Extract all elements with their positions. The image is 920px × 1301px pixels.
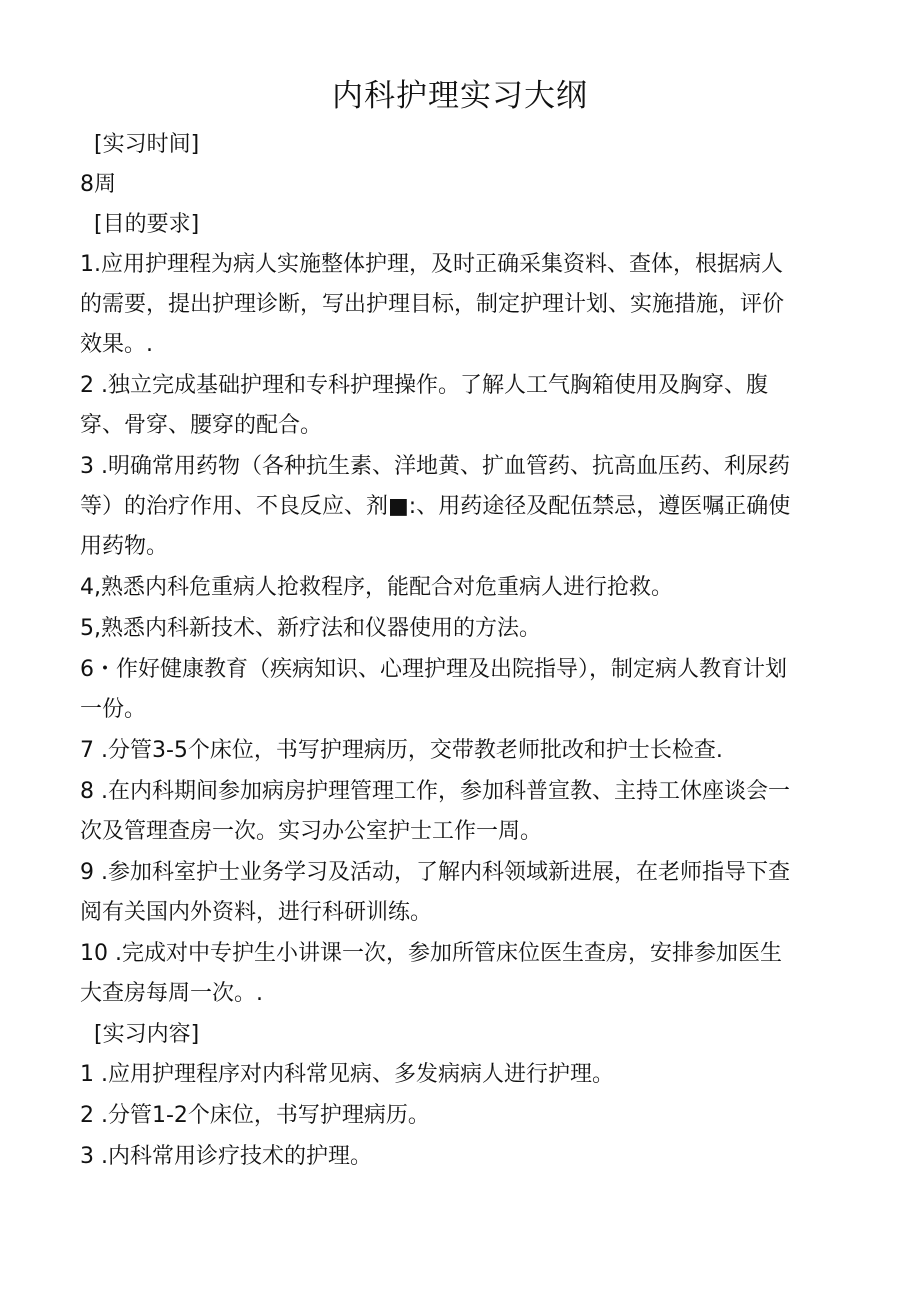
section-heading-time: [实习时间] (94, 132, 200, 157)
internship-duration: 8周 (80, 172, 116, 197)
requirement-item (80, 731, 850, 771)
requirement-line: 阅有关国内外资料，进行科研训练。 (80, 900, 433, 925)
requirement-line: 次及管理查房一次。实习办公室护士工作一周。 (80, 819, 543, 844)
requirement-item (80, 853, 850, 933)
document-body (80, 125, 850, 1178)
content-item (80, 1055, 850, 1095)
requirement-item (80, 934, 850, 1014)
requirement-line: 用药物。 (80, 534, 169, 559)
requirement-line: 效果。. (80, 332, 153, 357)
requirement-item (80, 447, 850, 567)
requirement-line: 8 .在内科期间参加病房护理管理工作，参加科普宣教、主持工休座谈会一 (80, 779, 790, 804)
content-item (80, 1137, 850, 1177)
content-line: 3 .内科常用诊疗技术的护理。 (80, 1144, 372, 1169)
requirement-line: 2 .独立完成基础护理和专科护理操作。了解人工气胸箱使用及胸穿、腹 (80, 373, 768, 398)
requirement-line: 等）的治疗作用、不良反应、剂■:、用药途径及配伍禁忌，遵医嘱正确使 (80, 494, 791, 519)
section-heading-requirements: [目的要求] (94, 212, 200, 237)
content-line: 1 .应用护理程序对内科常见病、多发病病人进行护理。 (80, 1062, 614, 1087)
section-heading-content: [实习内容] (94, 1022, 200, 1047)
requirement-item (80, 609, 850, 649)
content-line: 2 .分管1-2个床位，书写护理病历。 (80, 1103, 430, 1128)
requirement-line: 1.应用护理程为病人实施整体护理，及时正确采集资料、查体，根据病人 (80, 252, 783, 277)
requirement-item (80, 366, 850, 446)
requirement-line: 一份。 (80, 697, 147, 722)
requirement-line: 的需要，提出护理诊断，写出护理目标，制定护理计划、实施措施，评价 (80, 292, 785, 317)
requirement-line: 10 .完成对中专护生小讲课一次，参加所管床位医生查房，安排参加医生 (80, 941, 782, 966)
requirement-item (80, 650, 850, 730)
requirement-line: 4,熟悉内科危重病人抢救程序，能配合对危重病人进行抢救。 (80, 575, 673, 600)
requirement-line: 7 .分管3-5个床位，书写护理病历，交带教老师批改和护士长检查. (80, 738, 723, 763)
requirement-line: 6・作好健康教育（疾病知识、心理护理及出院指导），制定病人教育计划 (80, 657, 787, 682)
content-item (80, 1096, 850, 1136)
requirement-line: 3 .明确常用药物（各种抗生素、洋地黄、扩血管药、抗高血压药、利尿药 (80, 454, 790, 479)
requirement-item (80, 568, 850, 608)
requirement-item (80, 772, 850, 852)
requirement-item (80, 245, 850, 365)
requirement-line: 穿、骨穿、腰穿的配合。 (80, 413, 323, 438)
document-title: 内科护理实习大纲 (332, 78, 588, 114)
requirement-line: 大查房每周一次。. (80, 981, 263, 1006)
requirement-line: 5,熟悉内科新技术、新疗法和仪器使用的方法。 (80, 616, 541, 641)
requirement-line: 9 .参加科室护士业务学习及活动，了解内科领域新进展，在老师指导下查 (80, 860, 790, 885)
